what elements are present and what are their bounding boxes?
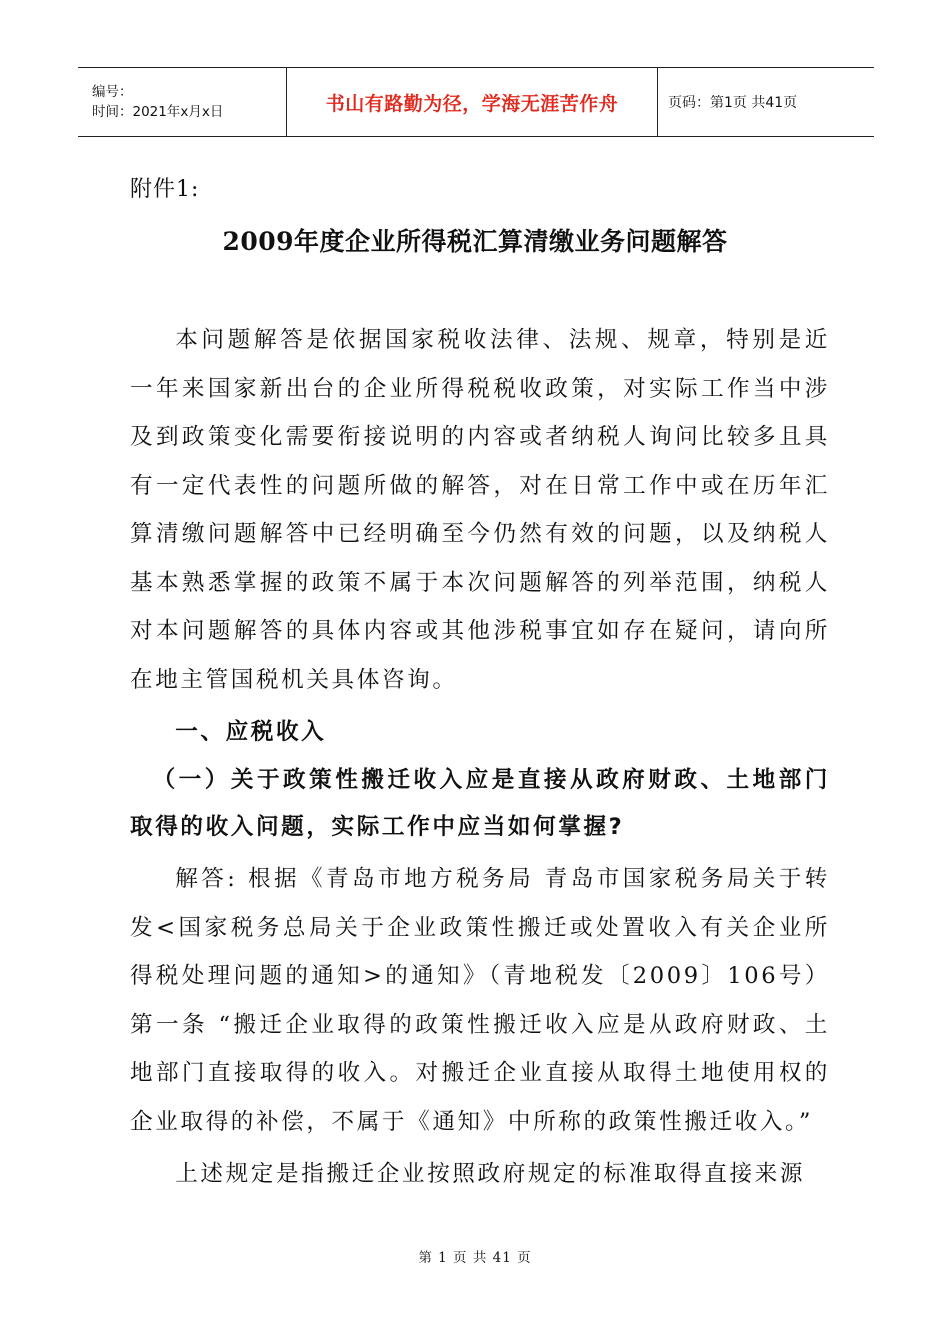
annex-label: 附件1: (130, 177, 200, 202)
header-motto: 书山有路勤为径，学海无涯苦作舟 (286, 68, 658, 136)
intro-paragraph: 本问题解答是依据国家税收法律、法规、规章，特别是近一年来国家新出台的企业所得税税收政策，对实际工作当中涉及到政策变化需要衔接说明的内容或者纳税人询问比较多且具有一定代表性的问题所做的解答，对在日常工作中或在历年汇算清缴问题解答中已经明确至今仍然有效的问题，以及纳税人基本熟悉掌握的政策不属于本次问题解答的列举范围，纳税人对本问题解答的具体内容或其他涉税事宜如存在疑问，请向所在地主管国税机关具体咨询。 (130, 327, 830, 693)
document-body (130, 316, 830, 1199)
header-meta (78, 68, 286, 136)
document-time-label: 时间：2021年x月x日 (92, 104, 224, 120)
page-footer: 第 1 页 共 41 页 (418, 1250, 532, 1266)
answer-paragraph: 解答: 根据《青岛市地方税务局 青岛市国家税务局关于转发<国家税务总局关于企业政策性搬迁或处置收入有关企业所得税处理问题的通知>的通知》（青地税发〔2009〕106号）第一条 “搬迁企业取得的政策性搬迁收入应是从政府财政、土地部门直接取得的收入。对搬迁企业直接从取得土地使用权的企业取得的补偿，不属于《通知》中所称的政策性搬迁收入。” (130, 866, 830, 1135)
page-header (78, 67, 874, 137)
header-page-number: 页码：第1页 共41页 (668, 95, 798, 111)
document-number-label: 编号： (92, 84, 133, 100)
document-title: 2009年度企业所得税汇算清缴业务问题解答 (222, 227, 728, 256)
question-heading: （一）关于政策性搬迁收入应是直接从政府财政、土地部门取得的收入问题，实际工作中应当如何掌握? (130, 767, 830, 840)
section-heading: 一、应税收入 (175, 719, 327, 745)
answer-continuation-paragraph: 上述规定是指搬迁企业按照政府规定的标准取得直接来源 (175, 1161, 806, 1187)
